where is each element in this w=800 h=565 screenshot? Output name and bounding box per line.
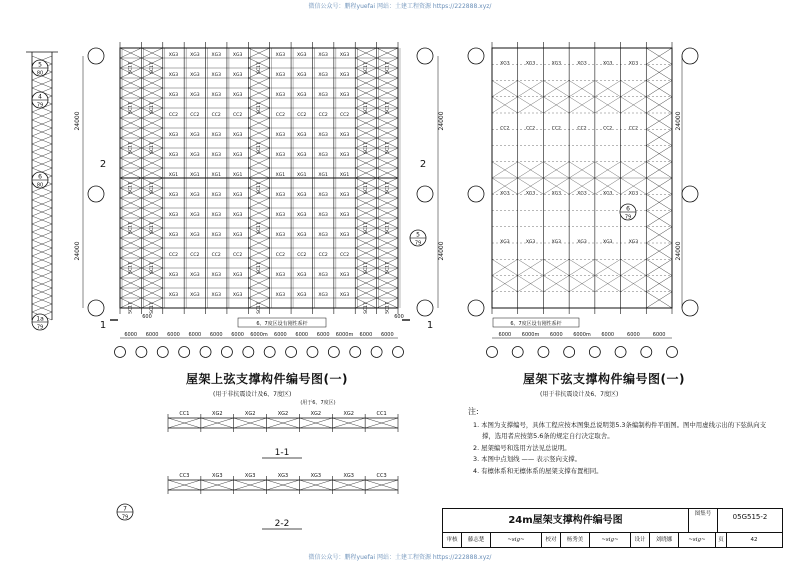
column-bubble — [307, 347, 318, 358]
member-label: XG3 — [525, 191, 536, 197]
bay-dimension: 6000 — [498, 332, 512, 338]
brace-label: SC17 — [385, 302, 391, 314]
bay-dimension: 6000 — [359, 332, 373, 338]
member-label: XG3 — [500, 61, 510, 67]
bay-dimension: 6000m — [573, 332, 591, 338]
member-label: XG1 — [211, 173, 221, 178]
detail-reference-bottom: 79 — [36, 324, 44, 331]
brace-label: SC17 — [257, 222, 262, 234]
top-chord-plan — [74, 42, 445, 358]
member-label: XG3 — [168, 153, 179, 158]
bay-dimension: 6000 — [124, 332, 138, 338]
member-label: XG3 — [577, 191, 587, 197]
member-label: XG3 — [275, 133, 286, 138]
detail-reference-top: 5 — [38, 61, 42, 69]
checker-name: 杨秀美 — [561, 533, 590, 547]
member-label: CC2 — [339, 113, 350, 118]
column-bubble — [512, 347, 523, 358]
brace-label: SC17 — [128, 222, 134, 234]
bay-dimension: 6000 — [601, 332, 615, 338]
note-item: 4. 有檩体系和无檩体系的屋架支撑布置相同。 — [473, 466, 603, 475]
drawing-title: 24m屋架支撑构件编号图 — [508, 515, 623, 526]
section-member-label: XG3 — [310, 473, 322, 479]
brace-label: SC17 — [363, 102, 369, 114]
axis-bubble-left — [88, 300, 104, 316]
column-bubble — [667, 347, 678, 358]
member-label: XG3 — [190, 293, 200, 298]
member-label: CC2 — [339, 253, 350, 258]
atlas-number: 05G515-2 — [732, 513, 768, 521]
bay-dimension: 6000 — [652, 332, 666, 338]
designer-name: 刘晓娜 — [650, 533, 679, 547]
member-label: XG3 — [577, 240, 587, 245]
member-label: XG3 — [211, 293, 221, 298]
page-number: 42 — [750, 537, 758, 543]
axis-bubble-left — [468, 186, 484, 202]
member-label: XG3 — [500, 191, 510, 197]
member-label: XG3 — [190, 53, 200, 58]
note-item: 3. 本图中点划线 —— 表示竖向支撑。 — [473, 455, 582, 464]
bay-dimension: 6000m — [250, 332, 268, 338]
brace-label: SC17 — [150, 222, 156, 234]
member-label: XG3 — [602, 61, 613, 67]
brace-label: SC17 — [385, 222, 391, 234]
bottom-plan-title: 屋架下弦支撑构件编号图(一) — [523, 372, 685, 386]
brace-label: SC17 — [128, 262, 134, 274]
member-label: XG3 — [525, 61, 536, 67]
brace-label: SC17 — [257, 182, 262, 194]
member-label: XG3 — [211, 73, 221, 78]
member-label: XG1 — [168, 173, 179, 178]
member-label: XG3 — [339, 133, 350, 138]
bay-dimension: 6000 — [380, 332, 394, 338]
member-label: XG3 — [339, 153, 350, 158]
brace-label: SC17 — [363, 222, 369, 234]
member-label: XG3 — [339, 213, 350, 218]
axis-bubble-right — [417, 48, 433, 64]
note-item: 1. 本图为支撑编号，具体工程应按本图集总说明第5.3条编制构件平面图。图中用虚线示出的下弦纵向支撑，选用者应按第5.6条的规定自行决定取舍。 — [473, 420, 767, 441]
column-bubble — [641, 347, 652, 358]
member-label: XG3 — [339, 293, 350, 298]
brace-label: SC17 — [150, 142, 156, 154]
section-member-label: XG3 — [244, 473, 256, 479]
brace-label: SC17 — [257, 102, 262, 114]
member-label: CC2 — [318, 253, 328, 258]
member-label: CC2 — [603, 126, 613, 132]
member-label: XG3 — [275, 153, 286, 158]
bay-dimension: 6000 — [209, 332, 223, 338]
brace-label: SC17 — [385, 262, 391, 274]
member-label: XG3 — [168, 93, 179, 98]
detail-reference-top: 5 — [416, 231, 420, 239]
detail-reference-top: 6 — [626, 205, 630, 213]
section-member-label: CC3 — [179, 473, 190, 479]
member-label: XG3 — [318, 53, 328, 58]
member-label: XG3 — [318, 273, 328, 278]
brace-label: SC17 — [257, 142, 262, 154]
member-label: XG3 — [297, 53, 307, 58]
member-label: XG3 — [190, 93, 200, 98]
section-member-label: XG2 — [212, 411, 223, 417]
member-label: XG3 — [500, 240, 510, 245]
section-member-label: XG2 — [244, 411, 256, 417]
detail-reference-bottom: 79 — [121, 514, 129, 521]
column-bubble — [115, 347, 126, 358]
section-mark: 1 — [426, 320, 434, 331]
member-label: XG3 — [190, 213, 200, 218]
brace-label: SC17 — [385, 142, 391, 154]
member-label: XG3 — [318, 73, 328, 78]
member-label: XG3 — [339, 93, 350, 98]
section-member-label: XG3 — [212, 473, 223, 479]
member-label: XG3 — [211, 273, 221, 278]
member-label: XG3 — [168, 53, 179, 58]
axis-bubble-left — [88, 186, 104, 202]
member-label: XG3 — [318, 193, 328, 198]
member-label: XG3 — [339, 73, 350, 78]
column-bubble — [286, 347, 297, 358]
detail-reference-bottom: 79 — [36, 102, 44, 109]
dimension-label: 24000 — [74, 241, 81, 261]
member-label: XG3 — [318, 133, 328, 138]
axis-bubble-right — [682, 300, 698, 316]
left-column-profile — [26, 52, 58, 331]
brace-label: SC17 — [257, 302, 262, 314]
axis-bubble-right — [682, 186, 698, 202]
member-label: XG1 — [339, 173, 350, 178]
axis-bubble-left — [468, 48, 484, 64]
brace-label: SC17 — [150, 62, 156, 74]
member-label: XG3 — [168, 193, 179, 198]
note-label: 6、7度区设有刚性系杆 — [510, 321, 562, 327]
member-label: XG3 — [232, 273, 243, 278]
brace-label: SC17 — [150, 302, 156, 314]
member-label: CC2 — [190, 253, 200, 258]
member-label: XG3 — [168, 293, 179, 298]
watermark-top: 微信公众号：鹏程yuefai 网站：土建工程资源 https://222888.xyz/ — [308, 3, 492, 10]
section-label: 1-1 — [274, 448, 290, 458]
section-mark: 2 — [419, 159, 427, 170]
brace-label: SC17 — [363, 142, 369, 154]
member-label: XG3 — [297, 213, 307, 218]
member-label: CC2 — [233, 113, 243, 118]
member-label: XG3 — [190, 273, 200, 278]
member-label: XG3 — [275, 233, 286, 238]
member-label: XG3 — [168, 213, 179, 218]
brace-label: SC17 — [257, 62, 262, 74]
section-member-label: CC1 — [376, 411, 387, 417]
axis-bubble-right — [682, 48, 698, 64]
member-label: CC2 — [500, 126, 510, 132]
member-label: XG1 — [275, 173, 286, 178]
column-bubble — [538, 347, 549, 358]
dimension-label: 24000 — [438, 241, 445, 261]
detail-reference-top: 6 — [38, 173, 42, 181]
bay-dimension: 6000m — [521, 332, 540, 338]
member-label: XG3 — [551, 240, 562, 245]
section-member-label: XG3 — [277, 473, 289, 479]
column-bubble — [243, 347, 254, 358]
member-label: XG3 — [297, 153, 307, 158]
member-label: XG1 — [232, 173, 243, 178]
axis-bubble-left — [88, 48, 104, 64]
bay-dimension: 6000m — [335, 332, 354, 338]
brace-label: SC17 — [363, 62, 369, 74]
member-label: XG3 — [602, 191, 613, 197]
column-bubble — [157, 347, 168, 358]
top-plan-subtitle: (用于非抗震设计及6、7度区) — [213, 391, 292, 398]
dimension-label: 24000 — [74, 111, 81, 131]
column-bubble — [589, 347, 600, 358]
member-label: XG3 — [297, 193, 307, 198]
section-member-label: CC3 — [376, 473, 387, 479]
member-label: XG3 — [275, 53, 286, 58]
brace-label: SC17 — [150, 182, 156, 194]
page-label: 页 — [716, 533, 727, 547]
member-label: CC2 — [233, 253, 243, 258]
section-note: (用于6、7度区) — [300, 400, 336, 406]
end-dim: 600 — [142, 314, 152, 320]
member-label: XG3 — [297, 233, 307, 238]
member-label: XG3 — [275, 273, 286, 278]
member-label: XG3 — [297, 273, 307, 278]
column-bubble — [393, 347, 404, 358]
member-label: XG3 — [339, 53, 350, 58]
brace-label: SC17 — [150, 102, 156, 114]
note-item: 2. 屋架编号和选用方法见总说明。 — [473, 443, 571, 452]
watermark-bottom: 微信公众号：鹏程yuefai 网站：土建工程资源 https://222888.xyz/ — [308, 554, 492, 561]
member-label: XG3 — [551, 191, 562, 197]
axis-bubble-right — [417, 186, 433, 202]
member-label: XG3 — [297, 293, 307, 298]
axis-bubble-right — [417, 300, 433, 316]
detail-reference-top: 7 — [123, 505, 127, 513]
member-label: XG3 — [602, 240, 613, 245]
member-label: XG3 — [318, 293, 328, 298]
member-label: XG3 — [275, 93, 286, 98]
detail-reference-bottom: 80 — [36, 70, 44, 77]
member-label: CC2 — [168, 253, 179, 258]
section-mark: 2 — [99, 159, 107, 170]
member-label: XG1 — [318, 173, 328, 178]
member-label: XG3 — [232, 153, 243, 158]
axis-bubble-left — [468, 300, 484, 316]
member-label: CC2 — [211, 253, 221, 258]
column-bubble — [350, 347, 361, 358]
checker-signature: ~sig~ — [590, 533, 631, 547]
member-label: XG3 — [551, 61, 562, 67]
member-label: XG3 — [339, 273, 350, 278]
brace-label: SC17 — [363, 182, 369, 194]
role-check: 校对 — [542, 533, 561, 547]
member-label: XG3 — [339, 233, 350, 238]
brace-label: SC17 — [128, 182, 134, 194]
member-label: XG1 — [190, 173, 200, 178]
member-label: XG1 — [297, 173, 307, 178]
brace-label: SC17 — [385, 102, 391, 114]
member-label: XG3 — [232, 93, 243, 98]
designer-signature: ~sig~ — [679, 533, 716, 547]
member-label: XG3 — [232, 133, 243, 138]
member-label: XG3 — [211, 233, 221, 238]
member-label: CC2 — [190, 113, 200, 118]
member-label: XG3 — [168, 233, 179, 238]
section-mark: 1 — [99, 320, 107, 331]
dimension-label: 24000 — [675, 111, 682, 131]
brace-label: SC17 — [128, 142, 134, 154]
member-label: XG3 — [318, 213, 328, 218]
member-label: XG3 — [628, 61, 639, 67]
member-label: XG3 — [168, 273, 179, 278]
member-label: XG3 — [211, 53, 221, 58]
column-bubble — [487, 347, 498, 358]
member-label: CC2 — [577, 126, 587, 132]
member-label: XG3 — [275, 73, 286, 78]
title-block — [442, 508, 783, 548]
brace-label: SC17 — [385, 182, 391, 194]
member-label: XG3 — [211, 213, 221, 218]
member-label: XG3 — [318, 93, 328, 98]
column-bubble — [136, 347, 147, 358]
brace-label: SC17 — [128, 302, 134, 314]
member-label: CC2 — [168, 113, 179, 118]
detail-reference-top: 4 — [38, 93, 42, 101]
member-label: XG3 — [211, 153, 221, 158]
bay-dimension: 6000 — [627, 332, 640, 338]
bay-dimension: 6000 — [167, 332, 180, 338]
member-label: XG3 — [190, 73, 200, 78]
member-label: XG3 — [190, 233, 200, 238]
member-label: XG3 — [190, 133, 200, 138]
notes — [468, 406, 778, 478]
member-label: CC2 — [628, 126, 639, 132]
member-label: XG3 — [275, 213, 286, 218]
member-label: XG3 — [168, 133, 179, 138]
member-label: XG3 — [628, 240, 639, 245]
brace-label: SC17 — [363, 262, 369, 274]
member-label: XG3 — [525, 240, 536, 245]
column-bubble — [179, 347, 190, 358]
member-label: XG3 — [318, 233, 328, 238]
brace-label: SC17 — [128, 102, 134, 114]
member-label: XG3 — [232, 193, 243, 198]
member-label: XG3 — [168, 73, 179, 78]
detail-reference-bottom: 80 — [36, 182, 44, 189]
section-member-label: CC1 — [179, 411, 190, 417]
bay-dimension: 6000 — [295, 332, 309, 338]
brace-label: SC17 — [257, 262, 262, 274]
member-label: XG3 — [297, 73, 307, 78]
member-label: XG3 — [275, 293, 286, 298]
top-plan-title: 屋架上弦支撑构件编号图(一) — [186, 372, 348, 386]
member-label: CC2 — [297, 253, 307, 258]
member-label: CC2 — [551, 126, 561, 132]
column-bubble — [564, 347, 575, 358]
detail-reference-bottom: 79 — [624, 214, 632, 221]
bay-dimension: 6000 — [549, 332, 563, 338]
detail-reference-top: 1a — [36, 315, 44, 323]
column-bubble — [200, 347, 211, 358]
member-label: XG3 — [232, 213, 243, 218]
column-bubble — [221, 347, 232, 358]
member-label: XG3 — [577, 61, 587, 67]
reviewer-signature: ~sig~ — [491, 533, 542, 547]
atlas-label: 图集号 — [688, 509, 718, 532]
brace-label: SC17 — [150, 262, 156, 274]
bay-dimension: 6000 — [316, 332, 330, 338]
member-label: CC2 — [275, 113, 285, 118]
member-label: XG3 — [232, 53, 243, 58]
bay-dimension: 6000 — [274, 332, 287, 338]
column-bubble — [371, 347, 382, 358]
member-label: XG3 — [190, 153, 200, 158]
section-member-label: XG2 — [310, 411, 322, 417]
member-label: CC2 — [275, 253, 285, 258]
member-label: CC2 — [211, 113, 221, 118]
brace-label: SC17 — [363, 302, 369, 314]
bay-dimension: 6000 — [231, 332, 244, 338]
member-label: XG3 — [297, 133, 307, 138]
member-label: XG3 — [232, 293, 243, 298]
note-label: 6、7度区设有刚性系杆 — [256, 321, 308, 327]
member-label: CC2 — [525, 126, 536, 132]
section-member-label: XG3 — [343, 473, 354, 479]
member-label: CC2 — [318, 113, 328, 118]
bay-dimension: 6000 — [145, 332, 159, 338]
section-member-label: XG2 — [343, 411, 354, 417]
member-label: XG3 — [318, 153, 328, 158]
brace-label: SC17 — [128, 62, 134, 74]
section-member-label: XG2 — [277, 411, 289, 417]
member-label: XG3 — [232, 73, 243, 78]
reviewer-name: 藤志楚 — [462, 533, 491, 547]
bay-dimension: 6000 — [188, 332, 202, 338]
dimension-label: 24000 — [438, 111, 445, 131]
member-label: XG3 — [211, 193, 221, 198]
column-bubble — [264, 347, 275, 358]
end-dim: 600 — [394, 314, 404, 320]
member-label: XG3 — [339, 193, 350, 198]
member-label: XG3 — [275, 193, 286, 198]
section-label: 2-2 — [274, 519, 290, 529]
member-label: CC2 — [297, 113, 307, 118]
bottom-plan-subtitle: (用于非抗震设计及6、7度区) — [540, 391, 619, 398]
member-label: XG3 — [297, 93, 307, 98]
member-label: XG3 — [211, 93, 221, 98]
dimension-label: 24000 — [675, 241, 682, 261]
notes-heading: 注: — [468, 407, 479, 416]
member-label: XG3 — [190, 193, 200, 198]
brace-label: SC17 — [385, 62, 391, 74]
column-bubble — [615, 347, 626, 358]
role-design: 设计 — [631, 533, 650, 547]
member-label: XG3 — [628, 191, 639, 197]
member-label: XG3 — [232, 233, 243, 238]
detail-reference-bottom: 79 — [414, 240, 422, 247]
bottom-chord-plan — [468, 42, 698, 358]
column-bubble — [328, 347, 339, 358]
role-review: 审核 — [443, 533, 462, 547]
member-label: XG3 — [211, 133, 221, 138]
